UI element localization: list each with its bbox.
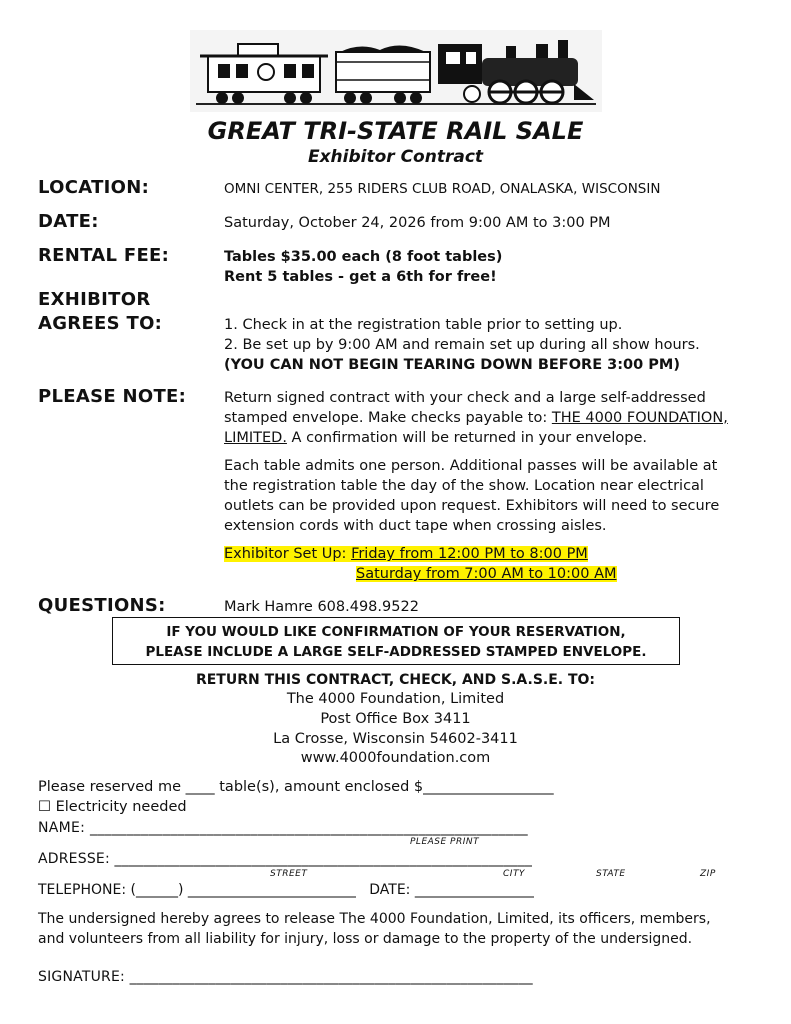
note-p1-line3	[224, 428, 647, 448]
agrees-item-1: 1. Check in at the registration table prior to setting up.	[224, 317, 623, 333]
state-caption: STATE	[596, 869, 626, 879]
note-p1-line3-text: A confirmation will be returned in your envelope.	[286, 430, 647, 446]
electricity-checkbox[interactable]: ☐ Electricity needed	[38, 799, 187, 815]
notice-line-2: PLEASE INCLUDE A LARGE SELF-ADDRESSED STAMPED ENVELOPE.	[145, 644, 647, 660]
payable-to-text: THE 4000 FOUNDATION,	[551, 410, 728, 426]
setup-saturday: Saturday from 7:00 AM to 10:00 AM	[356, 566, 617, 582]
questions-contact: Mark Hamre 608.498.9522	[224, 599, 419, 615]
city-caption: CITY	[503, 869, 525, 879]
train-icon	[190, 30, 602, 112]
please-note-label: PLEASE NOTE:	[38, 386, 187, 407]
telephone-date-field[interactable]: TELEPHONE: (______) ________________________ DATE: _________________	[38, 882, 534, 898]
page-subtitle: Exhibitor Contract	[307, 147, 484, 167]
note-p1-line2	[224, 408, 728, 428]
return-name: The 4000 Foundation, Limited	[286, 691, 505, 707]
setup-saturday-line	[356, 564, 617, 584]
date-value: Saturday, October 24, 2026 from 9:00 AM to 3:00 PM	[224, 215, 611, 231]
exhibitor-agrees-label-1: EXHIBITOR	[38, 289, 151, 310]
address-field[interactable]: ADRESSE: __________________________________________________________	[38, 851, 533, 867]
rental-fee-label: RENTAL FEE:	[38, 245, 170, 266]
location-value: OMNI CENTER, 255 RIDERS CLUB ROAD, ONALASKA, WISCONSIN	[224, 181, 661, 197]
note-p2-line4: extension cords with duct tape when crossing aisles.	[224, 518, 607, 534]
rental-fee-line1: Tables $35.00 each (8 foot tables)	[224, 249, 503, 265]
setup-friday-line	[224, 544, 588, 564]
notice-line-1: IF YOU WOULD LIKE CONFIRMATION OF YOUR RESERVATION,	[166, 624, 626, 640]
note-p2-line2: the registration table the day of the show. Location near electrical	[224, 478, 704, 494]
signature-field[interactable]: SIGNATURE: ________________________________________________________	[38, 969, 533, 985]
name-field[interactable]: NAME: ____________________________________________________________	[38, 820, 528, 836]
return-po-box: Post Office Box 3411	[320, 711, 471, 727]
return-heading: RETURN THIS CONTRACT, CHECK, AND S.A.S.E. TO:	[195, 672, 596, 688]
release-line-1: The undersigned hereby agrees to release The 4000 Foundation, Limited, its officers, members,	[38, 911, 711, 927]
note-p1-line1: Return signed contract with your check and a large self-addressed	[224, 390, 706, 406]
payable-to-text-cont: LIMITED.	[224, 430, 287, 446]
please-print-caption: PLEASE PRINT	[410, 837, 480, 847]
agrees-item-3: (YOU CAN NOT BEGIN TEARING DOWN BEFORE 3:00 PM)	[224, 357, 680, 373]
note-p2-line1: Each table admits one person. Additional passes will be available at	[224, 458, 718, 474]
note-p2-line3: outlets can be provided upon request. Exhibitors will need to secure	[224, 498, 720, 514]
rental-fee-line2: Rent 5 tables - get a 6th for free!	[224, 269, 497, 285]
reserve-tables-field[interactable]: Please reserved me ____ table(s), amount enclosed $__________________	[38, 779, 554, 795]
street-caption: STREET	[270, 869, 308, 879]
return-website: www.4000foundation.com	[300, 750, 491, 766]
setup-friday: Friday from 12:00 PM to 8:00 PM	[351, 546, 588, 562]
questions-label: QUESTIONS:	[38, 595, 166, 616]
location-label: LOCATION:	[38, 177, 150, 198]
setup-label: Exhibitor Set Up:	[224, 546, 352, 562]
confirmation-notice-box	[112, 617, 680, 665]
release-line-2: and volunteers from all liability for injury, loss or damage to the property of the undersigned.	[38, 931, 693, 947]
return-city: La Crosse, Wisconsin 54602-3411	[273, 731, 518, 747]
date-label: DATE:	[38, 211, 99, 232]
exhibitor-agrees-label-2: AGREES TO:	[38, 313, 163, 334]
note-p1-line2-text: stamped envelope. Make checks payable to:	[224, 410, 552, 426]
agrees-item-2: 2. Be set up by 9:00 AM and remain set up during all show hours.	[224, 337, 700, 353]
page-title: GREAT TRI-STATE RAIL SALE	[207, 117, 584, 145]
zip-caption: ZIP	[700, 869, 716, 879]
